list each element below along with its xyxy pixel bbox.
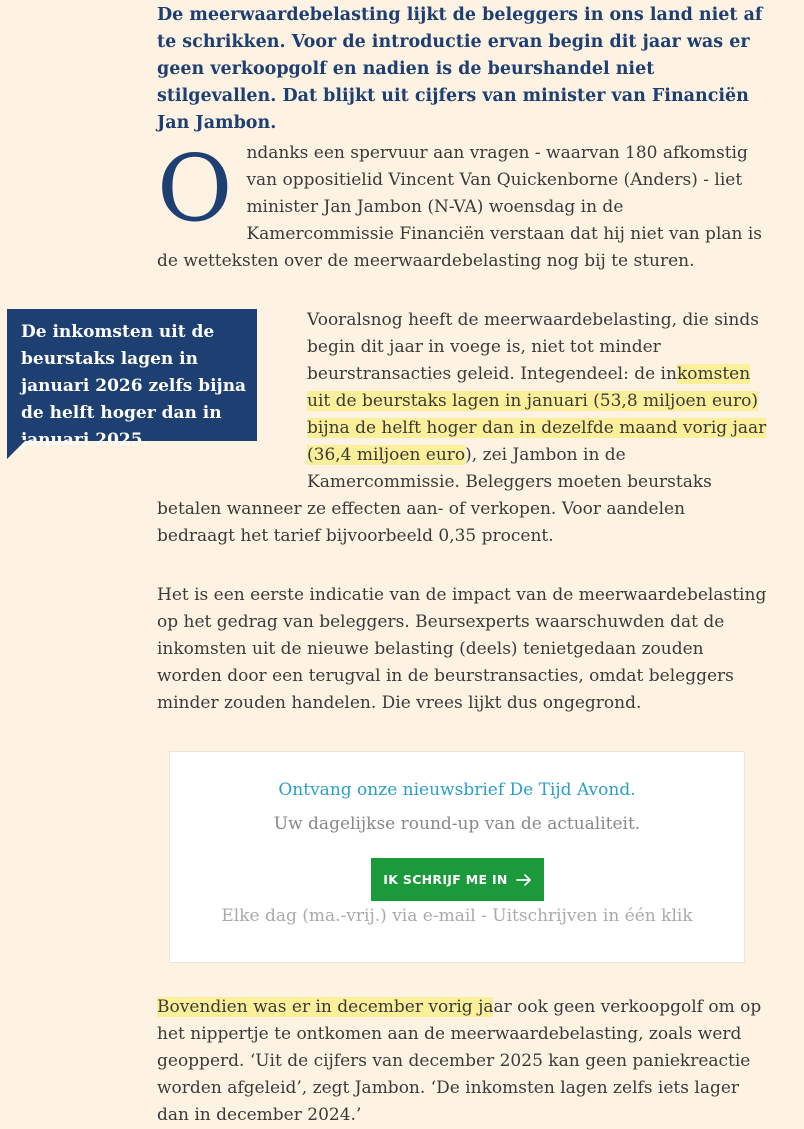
article-paragraph-3: Het is een eerste indicatie van de impact van de meerwaardebelasting op het gedrag van beleggers. Beursexperts waarschuwden dat de inkomsten uit de nieuwe belasting (deels) tenietgedaan zouden worden door een terugval in de beurstransacties, omdat beleggers minder zouden handelen. Die vrees lijkt dus ongegrond. xyxy=(157,585,767,713)
subscribe-button[interactable] xyxy=(371,858,544,901)
paragraph-2-text-end: ), zei Jambon in de Kamercommissie. Beleggers moeten beurstaks betalen wanneer ze effecten aan- of verkopen. Voor aandelen bedraagt het tarief bijvoorbeeld 0,35 procent. xyxy=(157,445,712,546)
pull-quote: De inkomsten uit de beurstaks lagen in januari 2026 zelfs bijna de helft hoger dan in januari 2025. xyxy=(7,309,257,441)
pull-quote-spacer xyxy=(157,307,307,496)
article-paragraph-2 xyxy=(157,307,767,550)
drop-cap: O xyxy=(157,135,233,242)
pull-quote-tail xyxy=(7,440,26,459)
paragraph-2-text: Vooralsnog heeft de meerwaardebelasting, die sinds begin dit jaar in voege is, niet tot minder beurstransacties geleid. Integendeel: de in xyxy=(307,310,759,384)
article-paragraph-1 xyxy=(157,135,767,275)
newsletter-title[interactable]: Ontvang onze nieuwsbrief De Tijd Avond. xyxy=(278,780,636,800)
newsletter-subtitle: Uw dagelijkse round-up van de actualiteit. xyxy=(273,814,641,834)
subscribe-button-label: IK SCHRIJF ME IN xyxy=(383,872,508,887)
highlighted-text-2[interactable]: Bovendien was er in december vorig ja xyxy=(157,997,494,1017)
paragraph-1-text: ndanks een spervuur aan vragen - waarvan 180 afkomstig van oppositielid Vincent Van Quickenborne (Anders) - liet minister Jan Jambon (N-VA) woensdag in de Kamercommissie Financiën verstaan dat hij niet van plan is de wetteksten over de meerwaardebelasting nog bij te sturen. xyxy=(157,143,763,271)
highlighted-text[interactable]: komsten uit de beurstaks lagen in januari (53,8 miljoen euro) bijna de helft hoger dan in dezelfde maand vorig jaar (36,4 miljoen euro xyxy=(307,364,767,465)
newsletter-note: Elke dag (ma.-vrij.) via e-mail - Uitschrijven in één klik xyxy=(221,906,693,926)
newsletter-signup-box xyxy=(169,751,745,963)
paragraph-4-text: ar ook geen verkoopgolf om op het nippertje te ontkomen aan de meerwaardebelasting, zoals werd geopperd. ‘Uit de cijfers van december 2025 kan geen paniekreactie worden afgeleid’, zegt Jambon. ‘De inkomsten lagen zelfs iets lager dan in december 2024.’ xyxy=(157,997,762,1125)
article-intro: De meerwaardebelasting lijkt de beleggers in ons land niet af te schrikken. Voor de introductie ervan begin dit jaar was er geen verkoopgolf en nadien is de beurshandel niet stilgevallen. Dat blijkt uit cijfers van minister van Financiën Jan Jambon. xyxy=(157,5,763,133)
article-paragraph-4 xyxy=(157,994,767,1129)
arrow-right-icon xyxy=(516,873,532,887)
